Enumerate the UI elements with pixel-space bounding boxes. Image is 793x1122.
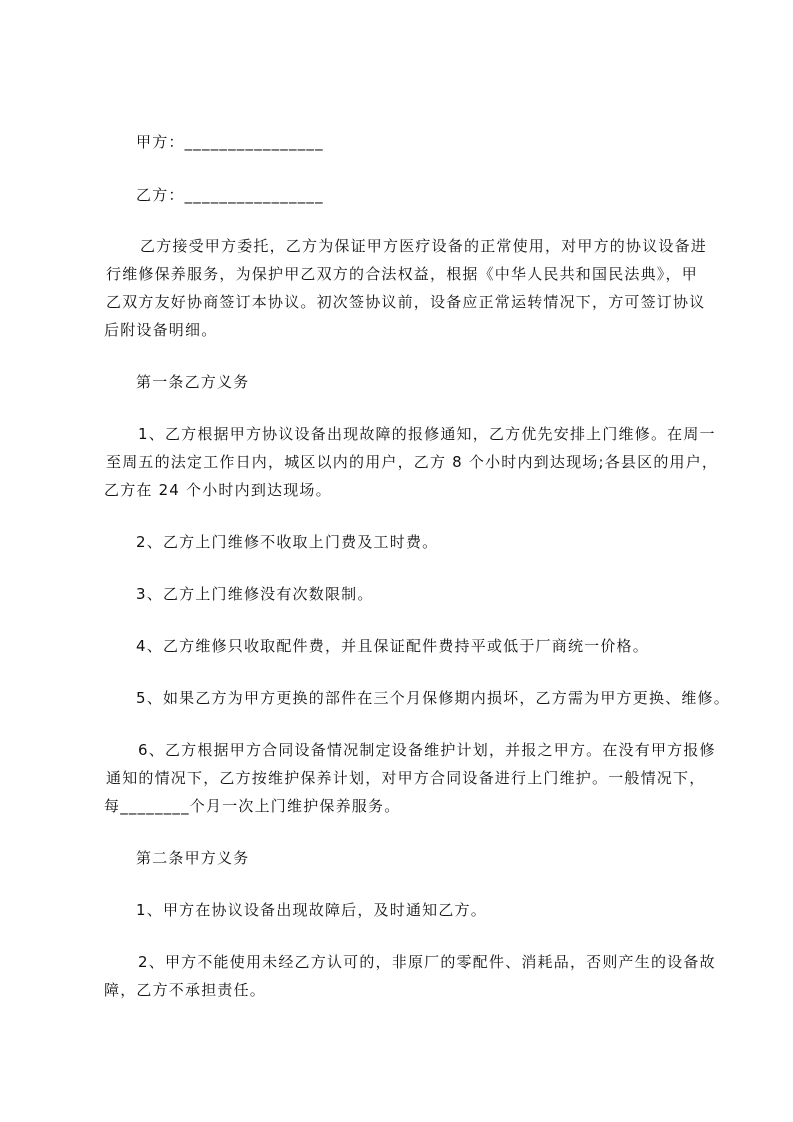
text-line: 通知的情况下，乙方按维护保养计划，对甲方合同设备进行上门维护。一般情况下， xyxy=(106,769,706,787)
text-line: 乙方接受甲方委托，乙方为保证甲方医疗设备的正常使用，对甲方的协议设备进 xyxy=(140,237,708,255)
party-a-line: 甲方：________________ xyxy=(136,133,324,151)
text-line: 乙方在 24 个小时内到达现场。 xyxy=(104,481,332,499)
section-1-item-3: 3、乙方上门维修没有次数限制。 xyxy=(136,585,374,603)
text-line: 1、乙方根据甲方协议设备出现故障的报修通知，乙方优先安排上门维修。在周一 xyxy=(138,425,716,443)
section-1-title: 第一条乙方义务 xyxy=(136,373,250,391)
text-line: 乙双方友好协商签订本协议。初次签协议前，设备应正常运转情况下，方可签订协议 xyxy=(106,293,706,311)
section-1-item-4: 4、乙方维修只收取配件费，并且保证配件费持平或低于厂商统一价格。 xyxy=(136,637,649,655)
text-line: 6、乙方根据甲方合同设备情况制定设备维护计划，并报之甲方。在没有甲方报修 xyxy=(138,741,716,759)
party-b-line: 乙方：________________ xyxy=(136,186,324,204)
section-1-item-2: 2、乙方上门维修不收取上门费及工时费。 xyxy=(136,533,439,551)
section-1-item-5: 5、如果乙方为甲方更换的部件在三个月保修期内损坏，乙方需为甲方更换、维修。 xyxy=(136,689,730,707)
section-2-item-1: 1、甲方在协议设备出现故障后，及时通知乙方。 xyxy=(136,901,487,919)
text-line: 至周五的法定工作日内，城区以内的用户，乙方 8 个小时内到达现场;各县区的用户， xyxy=(106,453,719,471)
text-line: 障，乙方不承担责任。 xyxy=(104,981,267,999)
text-line: 每________个月一次上门维护保养服务。 xyxy=(104,797,401,815)
text-line: 行维修保养服务，为保护甲乙双方的合法权益，根据《中华人民共和国民法典》，甲 xyxy=(106,265,698,283)
text-line: 2、甲方不能使用未经乙方认可的，非原厂的零配件、消耗品，否则产生的设备故 xyxy=(138,953,716,971)
section-2-title: 第二条甲方义务 xyxy=(136,849,250,867)
text-line: 后附设备明细。 xyxy=(104,321,218,339)
